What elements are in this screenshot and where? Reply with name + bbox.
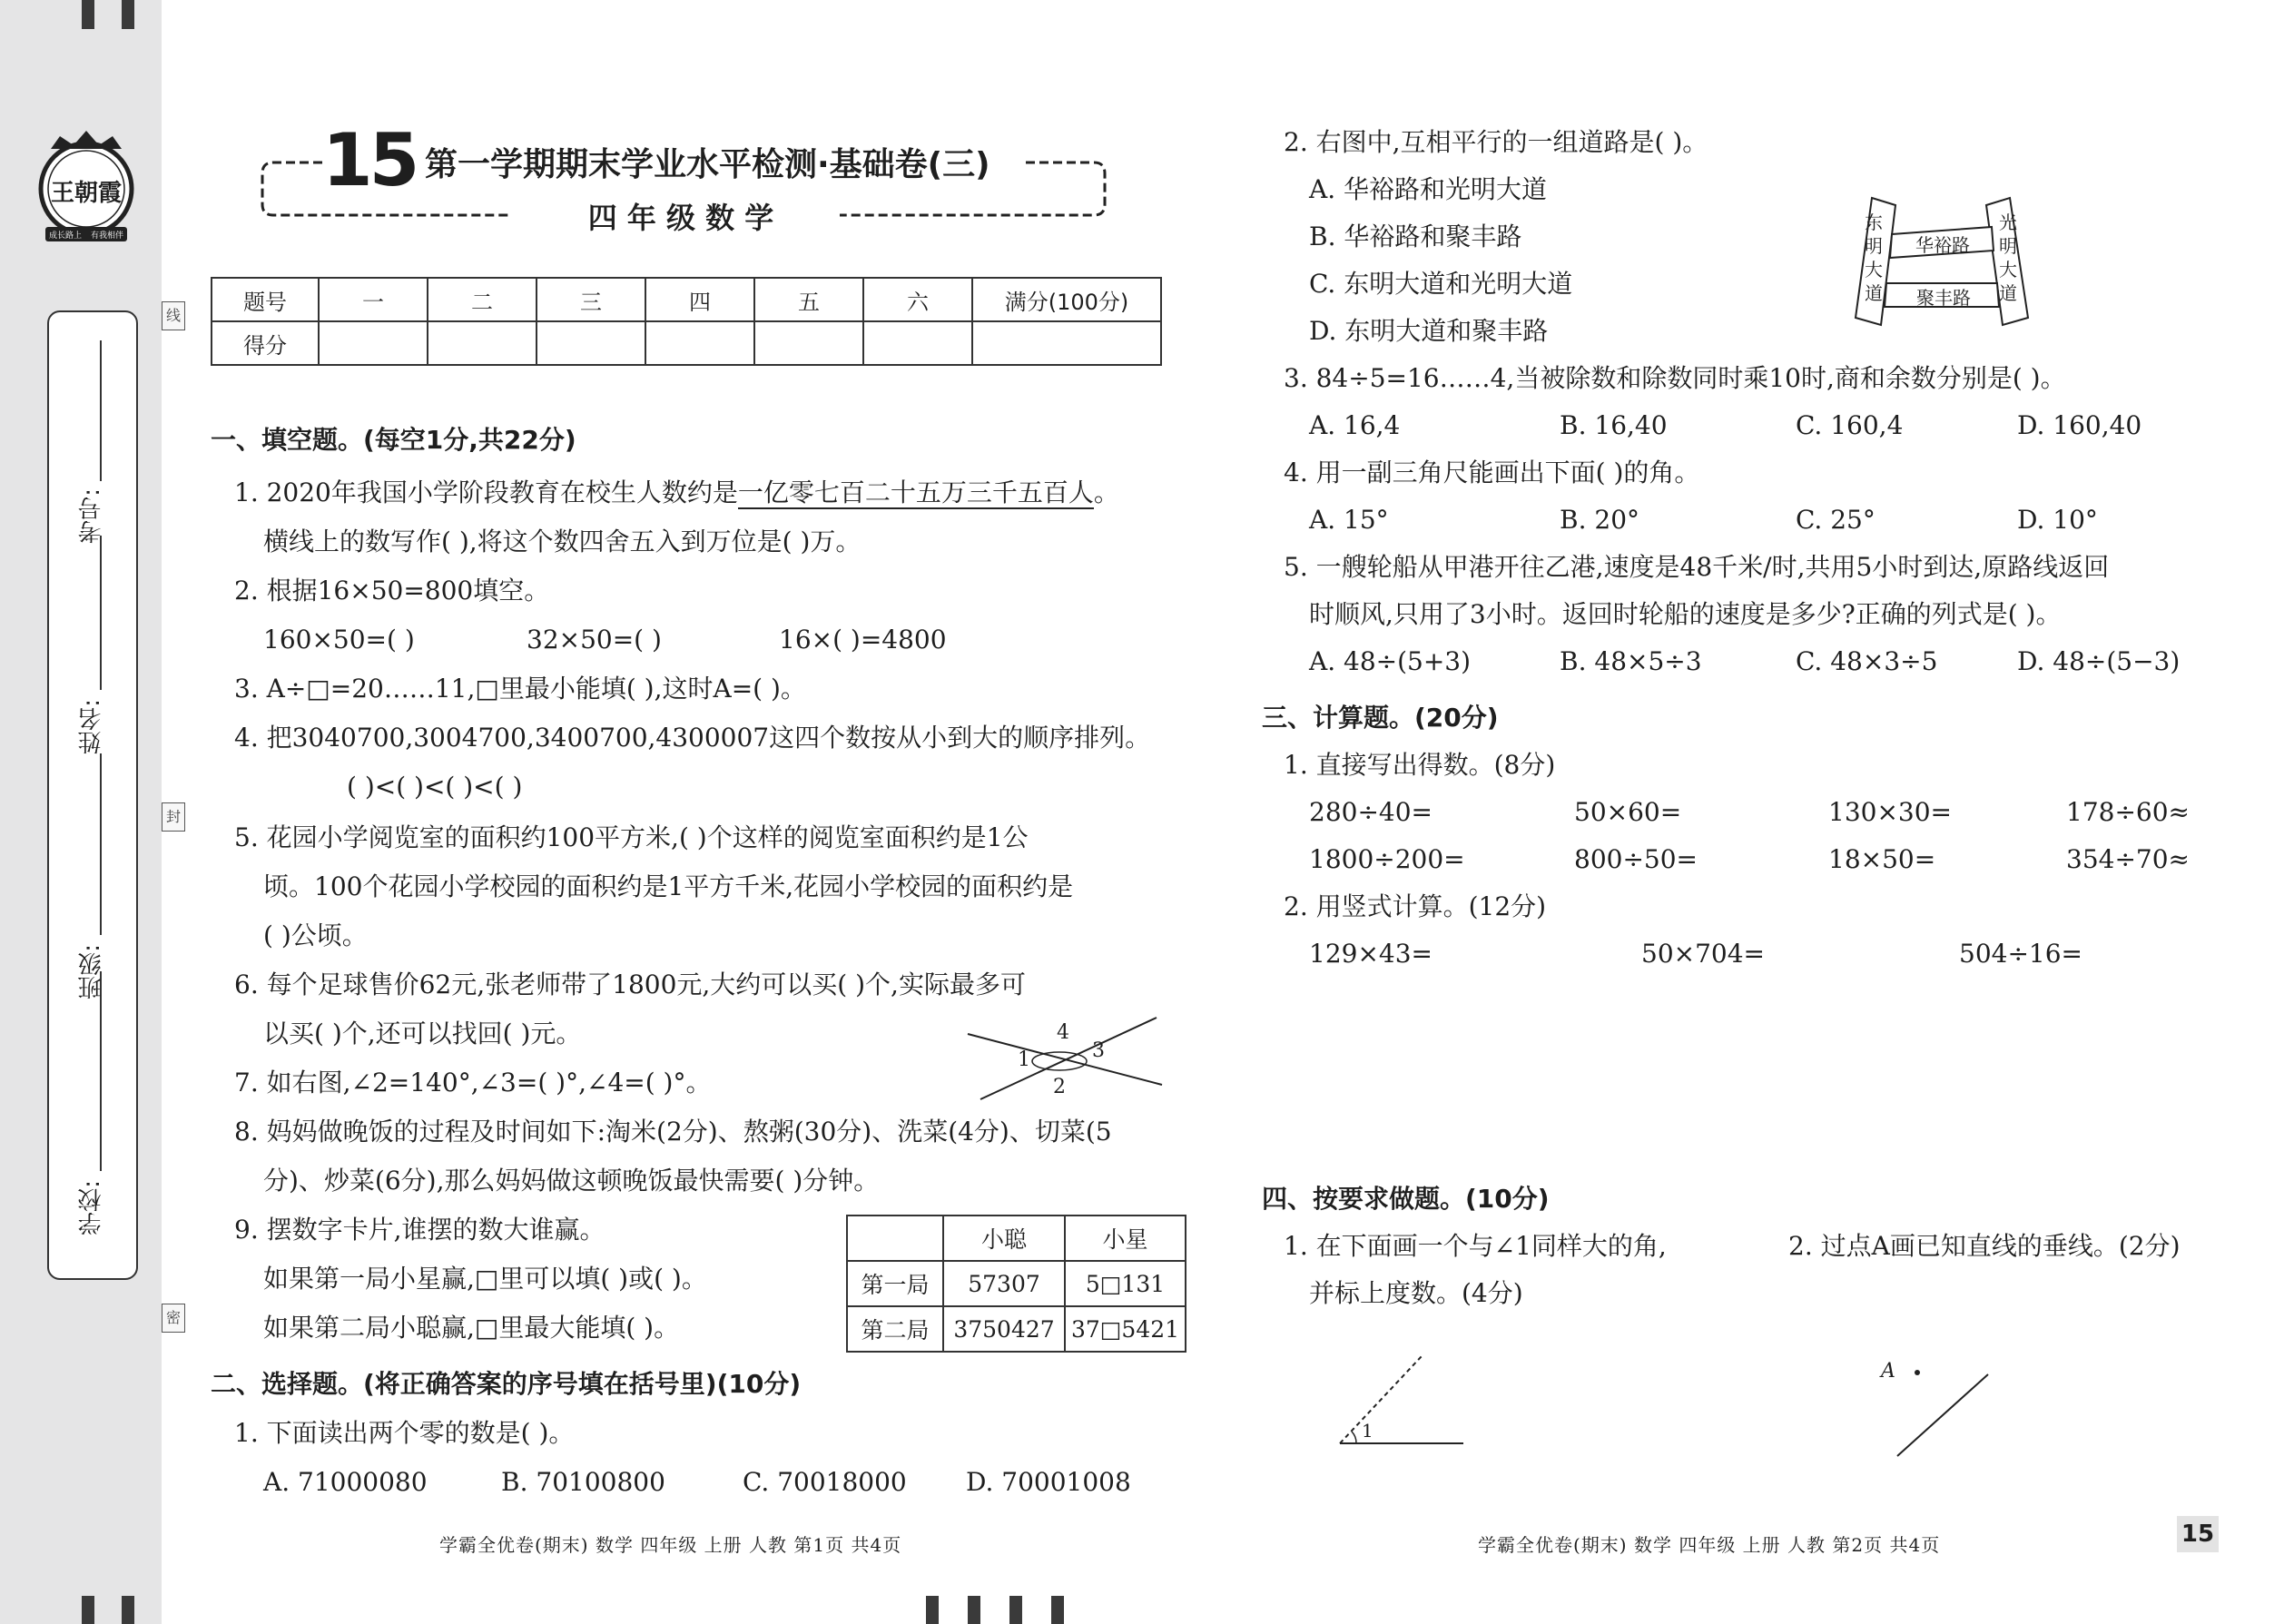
- q1-2-c: 16×( )=4800: [779, 625, 947, 655]
- angle-figure: [962, 1012, 1167, 1103]
- card-game-table: [846, 1215, 1186, 1353]
- card-table-cell: 3750427: [943, 1306, 1065, 1352]
- q1-9-line3: 如果第二局小聪赢,□里最大能填( )。: [263, 1313, 680, 1343]
- calc-item: 800÷50=: [1574, 844, 1698, 874]
- section-4-title: 四、按要求做题。(10分): [1262, 1184, 1550, 1214]
- q2-3-option-b: B. 16,40: [1560, 410, 1668, 440]
- score-cell[interactable]: [645, 321, 754, 365]
- card-table-round: 第二局: [847, 1306, 943, 1352]
- q1-6-line2: 以买( )个,还可以找回( )元。: [263, 1019, 582, 1048]
- angle-label-1: 1: [1018, 1048, 1030, 1071]
- calc-item: 1800÷200=: [1309, 844, 1465, 874]
- q2-2: 2. 右图中,互相平行的一组道路是( )。: [1284, 127, 1708, 157]
- vertical-calc-item: 504÷16=: [1959, 939, 2082, 969]
- page-number-badge: 15: [2177, 1516, 2219, 1552]
- road-map-figure: [1841, 192, 2041, 329]
- q2-4-option-a: A. 15°: [1309, 505, 1389, 535]
- q1-1-line1: [234, 477, 1119, 508]
- score-header-cell: 满分(100分): [972, 278, 1161, 321]
- q1-2-line1: 2. 根据16×50=800填空。: [234, 576, 550, 605]
- score-cell[interactable]: [319, 321, 428, 365]
- q2-4-option-b: B. 20°: [1560, 505, 1640, 535]
- logo-text: 王朝霞: [50, 180, 122, 207]
- q4-1-line1: 1. 在下面画一个与∠1同样大的角,: [1284, 1231, 1667, 1261]
- class-field-label: 班级:: [78, 944, 105, 999]
- test-number: 15: [322, 118, 417, 202]
- q3-1: 1. 直接写出得数。(8分): [1284, 750, 1556, 780]
- crop-mark: [82, 1596, 94, 1624]
- score-table: [211, 277, 1162, 366]
- q2-2-option-b: B. 华裕路和聚丰路: [1309, 221, 1522, 251]
- name-field-label: 姓名:: [78, 699, 105, 754]
- score-header-cell: 一: [319, 278, 428, 321]
- logo-motto-right: 有我相伴: [90, 231, 123, 241]
- q2-5-option-a: A. 48÷(5+3): [1309, 646, 1472, 676]
- score-header-cell: 四: [645, 278, 754, 321]
- q1-2-b: 32×50=( ): [527, 625, 662, 655]
- q1-8-line2: 分)、炒菜(6分),那么妈妈做这顿晚饭最快需要( )分钟。: [263, 1166, 880, 1196]
- score-cell[interactable]: [537, 321, 645, 365]
- card-table-corner: [847, 1216, 943, 1261]
- crop-mark: [122, 0, 134, 29]
- angle-1-figure: [1334, 1353, 1471, 1452]
- q1-4-line2: ( )<( )<( )<( ): [347, 772, 523, 802]
- q4-2: 2. 过点A画已知直线的垂线。(2分): [1788, 1231, 2181, 1261]
- crop-mark: [1051, 1596, 1064, 1624]
- section-1-title: 一、填空题。(每空1分,共22分): [211, 425, 576, 455]
- page-title: 第一学期期末学业水平检测·基础卷(三): [425, 146, 990, 183]
- crop-mark: [1009, 1596, 1022, 1624]
- q2-3-option-a: A. 16,4: [1309, 410, 1401, 440]
- q2-2-option-a: A. 华裕路和光明大道: [1309, 174, 1548, 204]
- q1-5-line1: 5. 花园小学阅览室的面积约100平方米,( )个这样的阅览室面积约是1公: [234, 822, 1029, 852]
- road-label-jufeng: 聚丰路: [1916, 287, 1971, 309]
- q1-1-line2: 横线上的数写作( ),将这个数四舍五入到万位是( )万。: [263, 527, 861, 556]
- score-row-label: 得分: [212, 321, 319, 365]
- q2-5-option-d: D. 48÷(5−3): [2017, 646, 2181, 676]
- card-table-header: 小聪: [943, 1216, 1065, 1261]
- q2-1-option-b: B. 70100800: [501, 1467, 665, 1497]
- q2-3: 3. 84÷5=16……4,当被除数和除数同时乘10时,商和余数分别是( )。: [1284, 363, 2066, 393]
- q2-1-option-c: C. 70018000: [743, 1467, 907, 1497]
- q1-9-line1: 9. 摆数字卡片,谁摆的数大谁赢。: [234, 1215, 605, 1245]
- q1-5-line2: 顷。100个花园小学校园的面积约是1平方千米,花园小学校园的面积约是: [263, 871, 1074, 901]
- brand-logo: [33, 127, 140, 245]
- score-header-cell: 三: [537, 278, 645, 321]
- road-label-guangming: 光明大道: [1999, 212, 2017, 304]
- score-cell[interactable]: [863, 321, 972, 365]
- score-cell[interactable]: [428, 321, 537, 365]
- calc-item: 280÷40=: [1309, 797, 1433, 827]
- q2-4: 4. 用一副三角尺能画出下面( )的角。: [1284, 458, 1700, 487]
- q2-5-line1: 5. 一艘轮船从甲港开往乙港,速度是48千米/时,共用5小时到达,原路线返回: [1284, 552, 2110, 582]
- q2-3-option-c: C. 160,4: [1796, 410, 1904, 440]
- card-table-cell: 5□131: [1065, 1261, 1186, 1306]
- footer-right: 学霸全优卷(期末) 数学 四年级 上册 人教 第2页 共4页: [1478, 1534, 1941, 1556]
- q1-1-end: 。: [1093, 477, 1119, 507]
- number-field-line[interactable]: [100, 340, 102, 481]
- card-table-cell: 57307: [943, 1261, 1065, 1306]
- crop-mark: [968, 1596, 980, 1624]
- q2-5-option-c: C. 48×3÷5: [1796, 646, 1938, 676]
- calc-item: 178÷60≈: [2066, 797, 2190, 827]
- crop-mark: [82, 0, 94, 29]
- class-field-line[interactable]: [100, 753, 102, 935]
- score-header-cell: 五: [754, 278, 863, 321]
- section-3-title: 三、计算题。(20分): [1262, 703, 1499, 733]
- q1-4-line1: 4. 把3040700,3004700,3400700,4300007这四个数按从小到大的顺序排列。: [234, 723, 1151, 753]
- crop-mark: [122, 1596, 134, 1624]
- q1-5-line3: ( )公顷。: [263, 920, 368, 950]
- card-table-header: 小星: [1065, 1216, 1186, 1261]
- q1-6-line1: 6. 每个足球售价62元,张老师带了1800元,大约可以买( )个,实际最多可: [234, 969, 1026, 999]
- score-header-cell: 二: [428, 278, 537, 321]
- angle-1-label: 1: [1362, 1420, 1373, 1442]
- student-info-box: [47, 310, 138, 1280]
- section-2-title: 二、选择题。(将正确答案的序号填在括号里)(10分): [211, 1369, 802, 1399]
- q3-2: 2. 用竖式计算。(12分): [1284, 891, 1547, 921]
- seal-secret-mark: 密: [162, 1304, 185, 1333]
- q1-7: 7. 如右图,∠2=140°,∠3=( )°,∠4=( )°。: [234, 1068, 712, 1097]
- page-subtitle: 四 年 级 数 学: [587, 201, 774, 235]
- vertical-calc-item: 129×43=: [1309, 939, 1433, 969]
- q2-2-option-d: D. 东明大道和聚丰路: [1309, 316, 1549, 346]
- crop-mark: [926, 1596, 939, 1624]
- q1-2-a: 160×50=( ): [263, 625, 415, 655]
- number-field-label: 考号:: [78, 488, 105, 544]
- q2-5-line2: 时顺风,只用了3小时。返回时轮船的速度是多少?正确的列式是( )。: [1309, 599, 2062, 629]
- seal-seal-mark: 封: [162, 802, 185, 832]
- name-field-line[interactable]: [100, 536, 102, 690]
- q1-8-line1: 8. 妈妈做晚饭的过程及时间如下:淘米(2分)、熬粥(30分)、洗菜(4分)、切菜(5: [234, 1117, 1112, 1147]
- q2-1-option-d: D. 70001008: [966, 1467, 1131, 1497]
- card-table-round: 第一局: [847, 1261, 943, 1306]
- score-cell[interactable]: [972, 321, 1161, 365]
- point-line-figure: [1870, 1353, 2006, 1462]
- q2-4-option-d: D. 10°: [2017, 505, 2098, 535]
- road-label-huayu: 华裕路: [1915, 234, 1970, 256]
- q1-1-underlined-number: 一亿零七百二十五万三千五百人: [737, 477, 1094, 507]
- calc-item: 354÷70≈: [2066, 844, 2190, 874]
- calc-item: 130×30=: [1828, 797, 1952, 827]
- angle-label-4: 4: [1057, 1021, 1069, 1044]
- score-header-cell: 题号: [212, 278, 319, 321]
- q2-3-option-d: D. 160,40: [2017, 410, 2142, 440]
- calc-item: 50×60=: [1574, 797, 1682, 827]
- vertical-calc-item: 50×704=: [1641, 939, 1765, 969]
- q1-9-line2: 如果第一局小星赢,□里可以填( )或( )。: [263, 1264, 707, 1294]
- seal-line-mark: 线: [162, 301, 185, 330]
- q1-3: 3. A÷□=20……11,□里最小能填( ),这时A=( )。: [234, 674, 806, 704]
- score-cell[interactable]: [754, 321, 863, 365]
- card-table-cell: 37□5421: [1065, 1306, 1186, 1352]
- footer-left: 学霸全优卷(期末) 数学 四年级 上册 人教 第1页 共4页: [439, 1534, 902, 1556]
- point-a-label: A: [1881, 1360, 1895, 1383]
- q1-1-text: 1. 2020年我国小学阶段教育在校生人数约是: [234, 477, 738, 507]
- school-field-line[interactable]: [100, 971, 102, 1171]
- q4-1-line2: 并标上度数。(4分): [1309, 1278, 1523, 1308]
- school-field-label: 学校:: [78, 1180, 105, 1235]
- q2-5-option-b: B. 48×5÷3: [1560, 646, 1702, 676]
- calc-item: 18×50=: [1828, 844, 1936, 874]
- q2-1-option-a: A. 71000080: [263, 1467, 428, 1497]
- q2-4-option-c: C. 25°: [1796, 505, 1876, 535]
- q2-1: 1. 下面读出两个零的数是( )。: [234, 1418, 575, 1448]
- road-label-dongming: 东明大道: [1865, 212, 1883, 304]
- angle-label-2: 2: [1053, 1076, 1066, 1098]
- logo-motto-left: 成长路上: [48, 231, 82, 241]
- angle-label-3: 3: [1092, 1039, 1105, 1062]
- score-header-cell: 六: [863, 278, 972, 321]
- q2-2-option-c: C. 东明大道和光明大道: [1309, 269, 1573, 299]
